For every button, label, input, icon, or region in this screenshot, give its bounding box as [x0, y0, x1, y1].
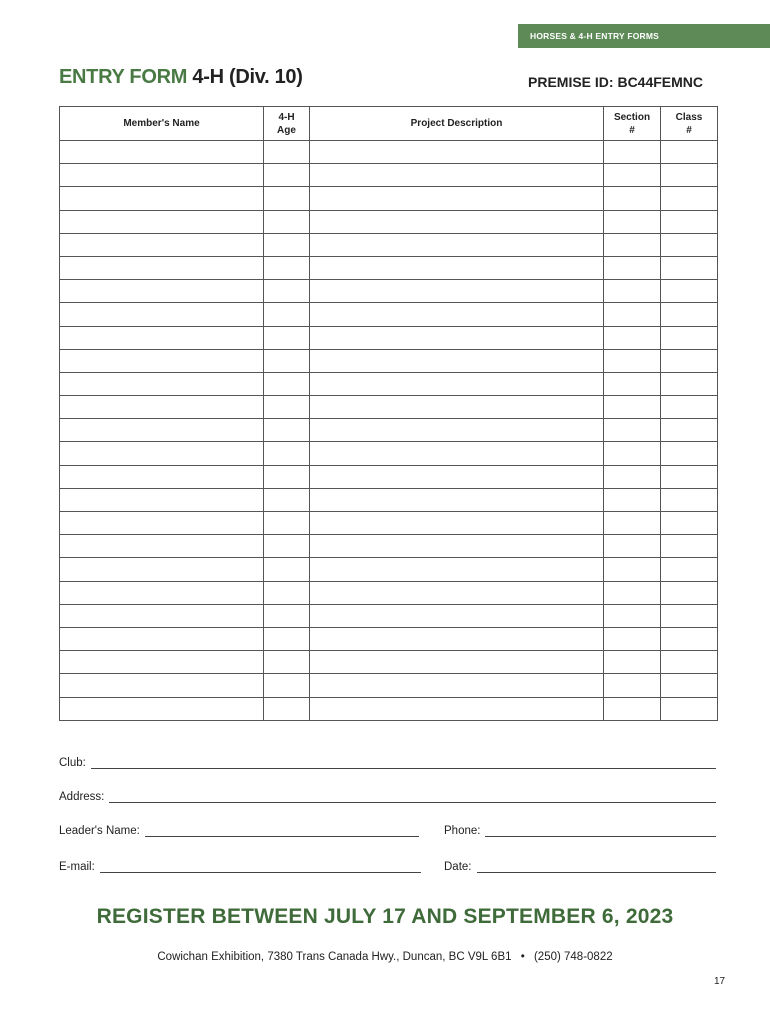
cell-project-description[interactable] [310, 627, 604, 650]
cell-age[interactable] [264, 233, 310, 256]
col-section: Section # [604, 107, 661, 141]
date-label: Date: [444, 861, 472, 873]
phone-field[interactable] [444, 825, 716, 837]
cell-age[interactable] [264, 604, 310, 627]
cell-member-name[interactable] [60, 558, 264, 581]
cell-age[interactable] [264, 303, 310, 326]
table-row [60, 442, 718, 465]
table-row [60, 604, 718, 627]
cell-project-description[interactable] [310, 164, 604, 187]
cell-project-description[interactable] [310, 303, 604, 326]
col-age: 4-H Age [264, 107, 310, 141]
email-line[interactable] [100, 862, 421, 873]
table-row [60, 280, 718, 303]
table-row [60, 558, 718, 581]
table-row [60, 326, 718, 349]
table-row [60, 488, 718, 511]
cell-section[interactable] [604, 187, 661, 210]
cell-project-description[interactable] [310, 326, 604, 349]
cell-age[interactable] [264, 674, 310, 697]
cell-class[interactable] [661, 303, 718, 326]
cell-project-description[interactable] [310, 187, 604, 210]
cell-age[interactable] [264, 141, 310, 164]
section-banner: HORSES & 4-H ENTRY FORMS [518, 24, 770, 48]
cell-project-description[interactable] [310, 558, 604, 581]
cell-section[interactable] [604, 419, 661, 442]
cell-section[interactable] [604, 372, 661, 395]
cell-age[interactable] [264, 396, 310, 419]
cell-section[interactable] [604, 349, 661, 372]
address-line[interactable] [109, 792, 716, 803]
cell-age[interactable] [264, 581, 310, 604]
cell-member-name[interactable] [60, 465, 264, 488]
cell-class[interactable] [661, 164, 718, 187]
date-line[interactable] [477, 862, 717, 873]
cell-section[interactable] [604, 396, 661, 419]
cell-project-description[interactable] [310, 697, 604, 720]
cell-member-name[interactable] [60, 442, 264, 465]
cell-project-description[interactable] [310, 442, 604, 465]
cell-age[interactable] [264, 627, 310, 650]
cell-age[interactable] [264, 349, 310, 372]
table-row [60, 651, 718, 674]
cell-project-description[interactable] [310, 280, 604, 303]
cell-project-description[interactable] [310, 372, 604, 395]
cell-age[interactable] [264, 442, 310, 465]
cell-class[interactable] [661, 187, 718, 210]
cell-class[interactable] [661, 442, 718, 465]
cell-project-description[interactable] [310, 233, 604, 256]
cell-section[interactable] [604, 604, 661, 627]
cell-class[interactable] [661, 651, 718, 674]
email-field[interactable] [59, 861, 421, 873]
page-title [59, 66, 303, 89]
cell-project-description[interactable] [310, 535, 604, 558]
cell-project-description[interactable] [310, 488, 604, 511]
cell-project-description[interactable] [310, 674, 604, 697]
table-row [60, 581, 718, 604]
cell-class[interactable] [661, 558, 718, 581]
separator-dot: • [520, 951, 525, 963]
table-row [60, 512, 718, 535]
cell-project-description[interactable] [310, 256, 604, 279]
cell-member-name[interactable] [60, 256, 264, 279]
table-row [60, 697, 718, 720]
cell-member-name[interactable] [60, 280, 264, 303]
table-row [60, 419, 718, 442]
cell-member-name[interactable] [60, 674, 264, 697]
register-banner: REGISTER BETWEEN JULY 17 AND SEPTEMBER 6, 2023 [96, 905, 674, 928]
cell-project-description[interactable] [310, 604, 604, 627]
cell-class[interactable] [661, 627, 718, 650]
cell-age[interactable] [264, 651, 310, 674]
cell-class[interactable] [661, 372, 718, 395]
cell-age[interactable] [264, 256, 310, 279]
cell-class[interactable] [661, 512, 718, 535]
cell-section[interactable] [604, 651, 661, 674]
leader-name-line[interactable] [145, 826, 419, 837]
cell-class[interactable] [661, 280, 718, 303]
table-row [60, 465, 718, 488]
cell-age[interactable] [264, 535, 310, 558]
cell-project-description[interactable] [310, 465, 604, 488]
table-row [60, 210, 718, 233]
cell-member-name[interactable] [60, 303, 264, 326]
cell-class[interactable] [661, 488, 718, 511]
cell-project-description[interactable] [310, 419, 604, 442]
cell-member-name[interactable] [60, 372, 264, 395]
table-row [60, 674, 718, 697]
table-row [60, 535, 718, 558]
table-row [60, 627, 718, 650]
col-member-name: Member's Name [60, 107, 264, 141]
col-class: Class # [661, 107, 718, 141]
cell-class[interactable] [661, 256, 718, 279]
title-division: 4-H (Div. 10) [192, 66, 303, 88]
exhibition-address [0, 951, 770, 963]
cell-section[interactable] [604, 512, 661, 535]
cell-age[interactable] [264, 280, 310, 303]
col-project-description: Project Description [310, 107, 604, 141]
cell-member-name[interactable] [60, 512, 264, 535]
address-text: Cowichan Exhibition, 7380 Trans Canada Hwy., Duncan, BC V9L 6B1 [157, 951, 512, 963]
table-row [60, 303, 718, 326]
cell-section[interactable] [604, 326, 661, 349]
cell-project-description[interactable] [310, 349, 604, 372]
cell-class[interactable] [661, 326, 718, 349]
cell-section[interactable] [604, 233, 661, 256]
cell-age[interactable] [264, 210, 310, 233]
cell-project-description[interactable] [310, 581, 604, 604]
cell-member-name[interactable] [60, 697, 264, 720]
cell-class[interactable] [661, 233, 718, 256]
cell-section[interactable] [604, 164, 661, 187]
cell-member-name[interactable] [60, 396, 264, 419]
cell-member-name[interactable] [60, 233, 264, 256]
cell-member-name[interactable] [60, 419, 264, 442]
cell-project-description[interactable] [310, 396, 604, 419]
cell-member-name[interactable] [60, 326, 264, 349]
cell-section[interactable] [604, 442, 661, 465]
table-header-row [60, 107, 718, 141]
date-field[interactable] [444, 861, 716, 873]
address-field[interactable] [59, 791, 716, 803]
table-row [60, 141, 718, 164]
cell-class[interactable] [661, 141, 718, 164]
cell-project-description[interactable] [310, 651, 604, 674]
cell-section[interactable] [604, 674, 661, 697]
cell-class[interactable] [661, 697, 718, 720]
cell-section[interactable] [604, 210, 661, 233]
table-row [60, 349, 718, 372]
cell-age[interactable] [264, 697, 310, 720]
cell-section[interactable] [604, 488, 661, 511]
cell-member-name[interactable] [60, 210, 264, 233]
cell-section[interactable] [604, 558, 661, 581]
cell-section[interactable] [604, 280, 661, 303]
leader-name-label: Leader's Name: [59, 825, 140, 837]
cell-class[interactable] [661, 465, 718, 488]
cell-class[interactable] [661, 604, 718, 627]
cell-member-name[interactable] [60, 604, 264, 627]
cell-class[interactable] [661, 674, 718, 697]
cell-member-name[interactable] [60, 187, 264, 210]
cell-member-name[interactable] [60, 349, 264, 372]
leader-name-field[interactable] [59, 825, 419, 837]
table-row [60, 164, 718, 187]
cell-member-name[interactable] [60, 627, 264, 650]
cell-age[interactable] [264, 372, 310, 395]
club-field[interactable] [59, 757, 716, 769]
cell-age[interactable] [264, 512, 310, 535]
cell-member-name[interactable] [60, 488, 264, 511]
cell-age[interactable] [264, 419, 310, 442]
cell-class[interactable] [661, 419, 718, 442]
exhibition-phone: (250) 748-0822 [533, 951, 613, 963]
cell-section[interactable] [604, 141, 661, 164]
cell-section[interactable] [604, 697, 661, 720]
cell-age[interactable] [264, 187, 310, 210]
cell-section[interactable] [604, 535, 661, 558]
page-number: 17 [714, 976, 726, 987]
cell-member-name[interactable] [60, 164, 264, 187]
cell-member-name[interactable] [60, 581, 264, 604]
address-label: Address: [59, 791, 105, 803]
cell-section[interactable] [604, 581, 661, 604]
cell-section[interactable] [604, 303, 661, 326]
cell-class[interactable] [661, 349, 718, 372]
phone-label: Phone: [444, 825, 481, 837]
email-label: E-mail: [59, 861, 95, 873]
premise-id: PREMISE ID: BC44FEMNC [528, 74, 704, 90]
club-label: Club: [59, 757, 86, 769]
cell-section[interactable] [604, 256, 661, 279]
cell-member-name[interactable] [60, 535, 264, 558]
cell-section[interactable] [604, 627, 661, 650]
cell-age[interactable] [264, 488, 310, 511]
cell-class[interactable] [661, 535, 718, 558]
cell-member-name[interactable] [60, 141, 264, 164]
table-row [60, 396, 718, 419]
phone-line[interactable] [485, 826, 716, 837]
cell-class[interactable] [661, 581, 718, 604]
cell-project-description[interactable] [310, 141, 604, 164]
cell-project-description[interactable] [310, 512, 604, 535]
title-entry-form: ENTRY FORM [59, 66, 188, 88]
cell-class[interactable] [661, 396, 718, 419]
club-line[interactable] [91, 758, 716, 769]
cell-age[interactable] [264, 164, 310, 187]
cell-class[interactable] [661, 210, 718, 233]
entry-table-body [60, 141, 718, 721]
table-row [60, 233, 718, 256]
cell-member-name[interactable] [60, 651, 264, 674]
cell-age[interactable] [264, 558, 310, 581]
table-row [60, 187, 718, 210]
table-row [60, 372, 718, 395]
cell-age[interactable] [264, 465, 310, 488]
table-row [60, 256, 718, 279]
cell-section[interactable] [604, 465, 661, 488]
cell-project-description[interactable] [310, 210, 604, 233]
cell-age[interactable] [264, 326, 310, 349]
entry-table [59, 106, 718, 721]
